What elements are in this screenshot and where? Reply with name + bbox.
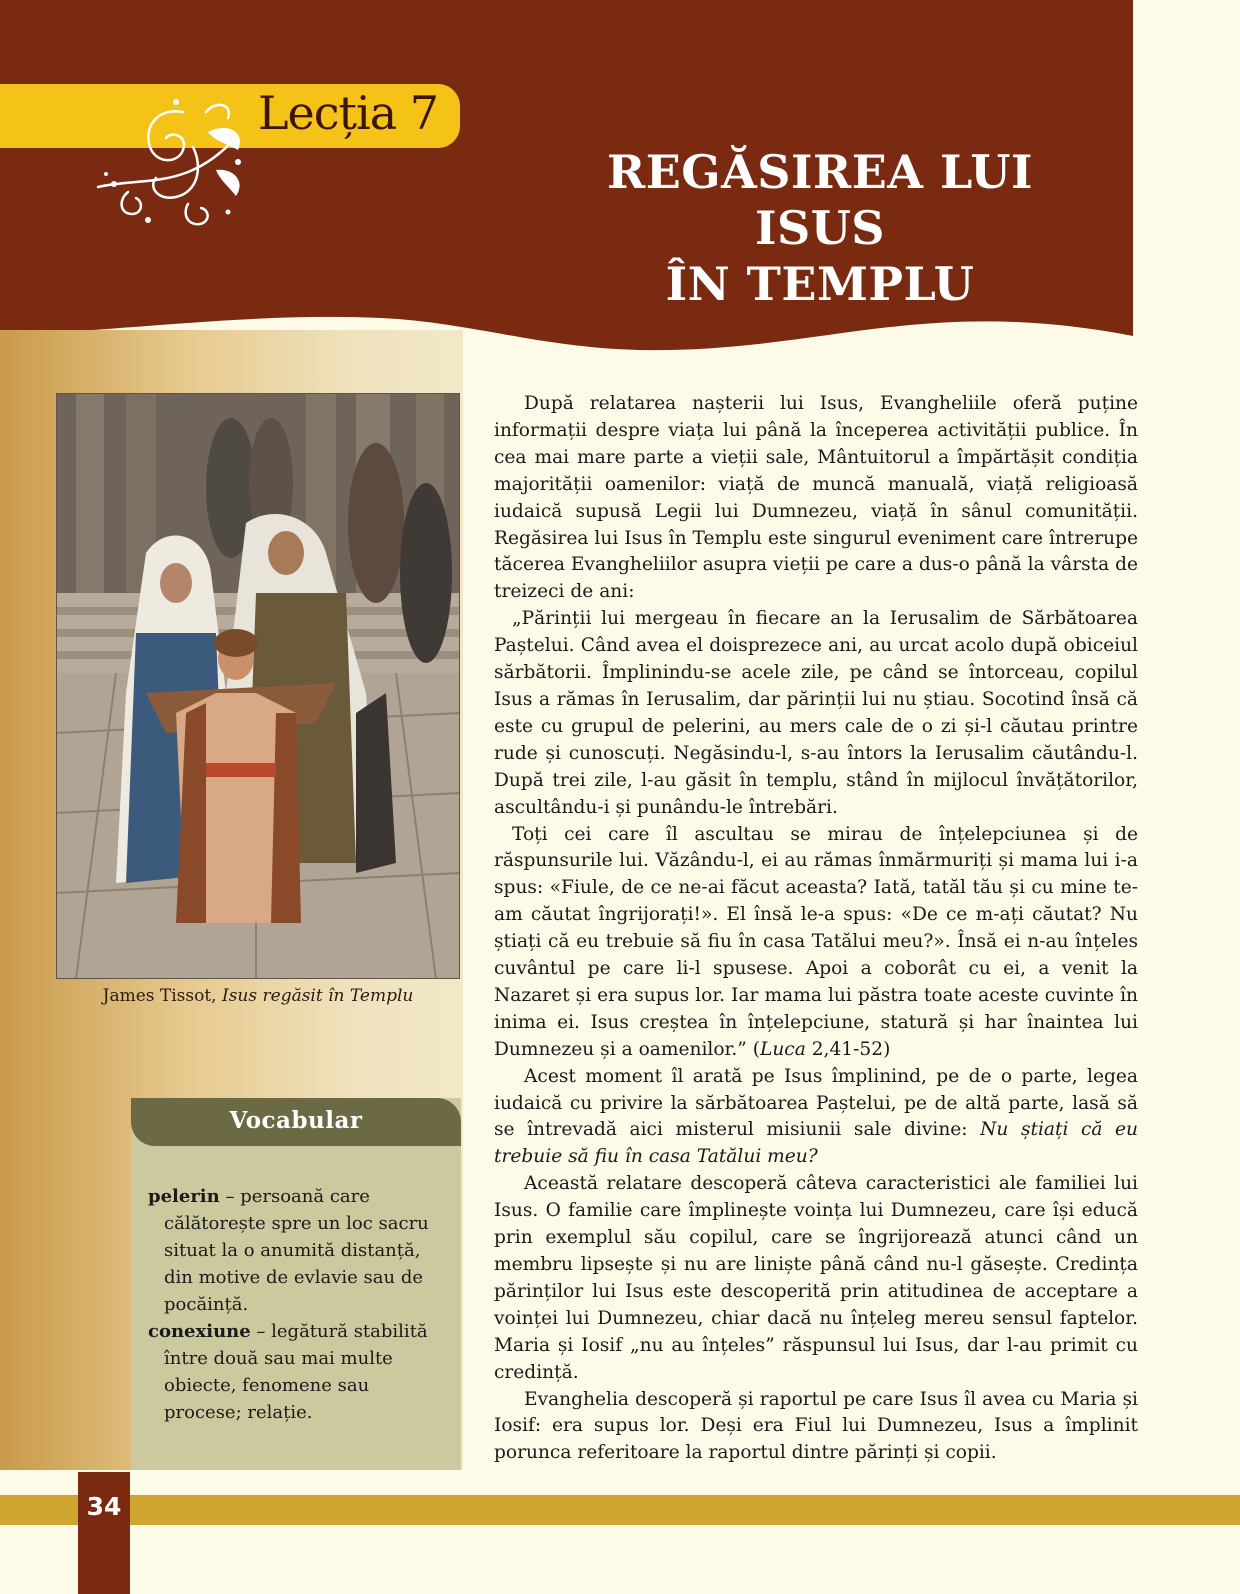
paragraph xyxy=(494,1064,1138,1172)
lesson-label: Lecția 7 xyxy=(258,86,439,140)
caption-title: Isus regăsit în Templu xyxy=(221,986,414,1006)
vocabulary-definition: – legătură stabilită între două sau mai multe obiecte, fenomene sau procese; relație. xyxy=(164,1321,428,1423)
vocabulary-term: conexiune xyxy=(148,1321,251,1342)
italic-quote: Nu știați că eu trebuie să fiu în casa Tatălui meu? xyxy=(494,1119,1138,1168)
title-line-1: REGĂSIREA LUI ISUS xyxy=(607,145,1033,255)
painting-illustration xyxy=(56,393,460,979)
vocabulary-title: Vocabular xyxy=(229,1107,363,1134)
page-number: 34 xyxy=(86,1492,122,1521)
scripture-book: Luca xyxy=(759,1038,806,1060)
caption-author: James Tissot, xyxy=(102,986,217,1006)
paragraph: După relatarea nașterii lui Isus, Evangheliile oferă puține informații despre viața lui până la începerea activității publice. În cea mai mare parte a vieții sale, Mântuitorul a împărtășit condiția majorității oamenilor: viață de muncă manuală, viață religioasă iudaică supusă Legii lui Dumnezeu, viață în sânul comunității. Regăsirea lui Isus în Templu este singurul eveniment care întrerupe tăcerea Evangheliilor asupra vieții pe care a dus-o până la vârsta de treizeci de ani: xyxy=(494,393,1138,603)
quote-paragraph xyxy=(494,822,1138,1064)
vocabulary-definition: – persoană care călătorește spre un loc sacru situat la o anumită distanță, din motive de evlavie sau de pocăință. xyxy=(164,1186,429,1315)
scripture-reference: 2,41-52) xyxy=(805,1038,891,1060)
footer-bar xyxy=(0,1495,1240,1525)
painting-caption xyxy=(56,986,460,1006)
main-body-text xyxy=(494,391,1138,1467)
page-number-tab xyxy=(78,1472,130,1594)
quote-paragraph: „Părinții lui mergeau în fiecare an la Ierusalim de Sărbătoarea Paștelui. Când avea el doisprezece ani, au urcat acolo după obiceiul sărbătorii. Împlinindu-se acele zile, pe când se întorceau, copilul Isus a rămas în Ierusalim, dar părinții lui nu știau. Socotind însă că este cu grupul de pelerini, au mers cale de o zi și-l căutau printre rude și cunoscuți. Negăsindu-l, s-au întors la Ierusalim căutându-l. După trei zile, l-au găsit în templu, stând în mijlocul învățătorilor, ascultându-i și punându-le întrebări. xyxy=(494,608,1138,818)
flourish-ornament-icon xyxy=(88,92,248,232)
vocabulary-entry xyxy=(148,1183,448,1318)
footer-background xyxy=(0,1525,1240,1594)
vocabulary-term: pelerin xyxy=(148,1186,220,1207)
vocabulary-entry xyxy=(148,1318,448,1426)
title-line-2: ÎN TEMPLU xyxy=(665,257,975,311)
vocabulary-list xyxy=(148,1183,448,1426)
page-title xyxy=(560,144,1080,312)
paragraph: Evanghelia descoperă și raportul pe care Isus îl avea cu Maria și Iosif: era supus lor. Deși era Fiul lui Dumnezeu, Isus a împlinit porunca referitoare la raportul dintre părinți și copii. xyxy=(494,1388,1138,1464)
quote-text: Toți cei care îl ascultau se mirau de înțelepciunea și de răspunsurile lui. Văzându-l, ei au rămas înmărmuriți și mama lui i-a spus: «Fiule, de ce ne-ai făcut aceasta? Iată, tatăl tău și cu mine te-am căutat îngrijorați!». El însă le-a spus: «De ce m-ați căutat? Nu știați că eu trebuie să fiu în casa Tatălui meu?». Însă ei n-au înțeles cuvântul pe care li-l spusese. Apoi a coborât cu ei, a venit la Nazaret și era supus lor. Iar mama lui păstra toate aceste cuvinte în inima ei. Isus creștea în înțelepciune, statură și har înaintea lui Dumnezeu și a oamenilor.” ( xyxy=(494,823,1138,1060)
paragraph-text: Acest moment îl arată pe Isus împlinind, pe de o parte, legea iudaică cu privire la sărbătoarea Paștelui, pe de altă parte, lasă să se întrevadă aici misterul misiunii sale divine: xyxy=(494,1065,1138,1141)
paragraph: Această relatare descoperă câteva caracteristici ale familiei lui Isus. O familie care împlinește voința lui Dumnezeu, care își educă prin exemplul său copilul, care se îngrijorează atunci când un membru lipsește și nu are liniște până când nu-l găsește. Credința părinților lui Isus este descoperită prin atitudinea de acceptare a voinței lui Dumnezeu, chiar dacă nu înțeleg mereu sensul faptelor. Maria și Iosif „nu au înțeles” răspunsul lui Isus, dar l-au primit cu credință. xyxy=(494,1173,1138,1383)
